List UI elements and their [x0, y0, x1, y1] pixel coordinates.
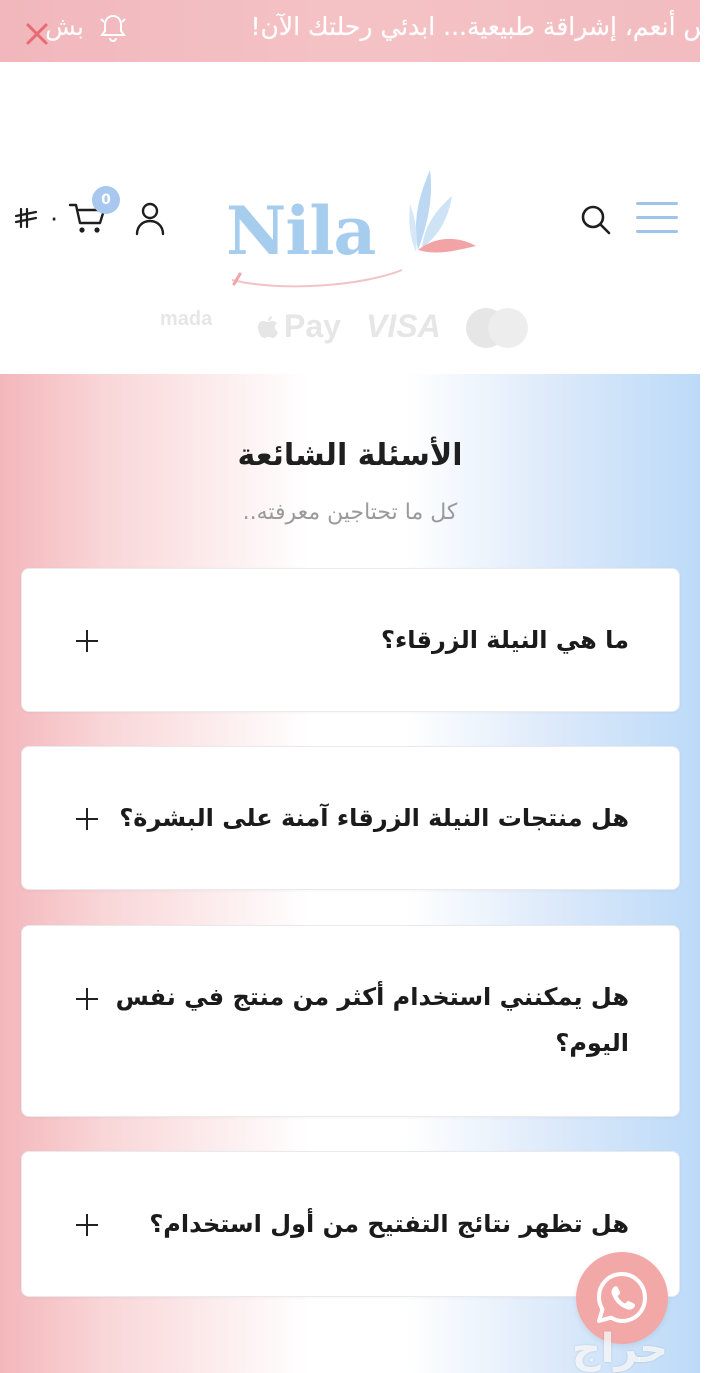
faq-subtitle: كل ما تحتاجين معرفته..: [242, 500, 458, 525]
faq-question: ما هي النيلة الزرقاء؟: [381, 626, 629, 654]
search-icon[interactable]: [578, 202, 612, 236]
faq-question: هل تظهر نتائج التفتيح من أول استخدام؟: [149, 1210, 629, 1238]
close-icon[interactable]: [24, 21, 50, 47]
watermark-text: حراج: [571, 1326, 669, 1372]
brand-logo[interactable]: [222, 166, 486, 296]
bell-icon: [96, 11, 130, 45]
menu-button[interactable]: [636, 200, 678, 236]
apple-icon: [258, 314, 278, 338]
faq-item[interactable]: [21, 925, 680, 1117]
plus-icon[interactable]: [76, 988, 98, 1010]
faq-question: هل يمكنني استخدام أكثر من منتج في نفس اليوم؟: [115, 983, 629, 1057]
cart-total[interactable]: [14, 204, 61, 232]
plus-icon[interactable]: [76, 808, 98, 830]
faq-question: هل منتجات النيلة الزرقاء آمنة على البشرة؟: [119, 804, 629, 832]
announcement-tail: بش: [45, 12, 84, 41]
account-icon[interactable]: [133, 200, 167, 236]
payment-visa: VISA: [366, 308, 441, 344]
logo-text: Nila: [226, 192, 376, 270]
faq-item[interactable]: [21, 568, 680, 712]
riyal-icon: [14, 207, 40, 231]
faq-title: الأسئلة الشائعة: [237, 438, 463, 473]
cart-total-value: ٠: [47, 204, 61, 232]
announcement-bar: [0, 0, 714, 62]
faq-item[interactable]: [21, 746, 680, 890]
announcement-text: س أنعم، إشراقة طبيعية... ابدئي رحلتك الآن!: [250, 12, 714, 41]
whatsapp-icon: [594, 1270, 650, 1326]
payment-methods: [160, 300, 540, 356]
plus-icon[interactable]: [76, 1214, 98, 1236]
payment-mada: mada: [160, 308, 213, 330]
cart-count-badge: 0: [92, 186, 120, 214]
mastercard-icon: [460, 306, 534, 350]
payment-applepay: Pay: [284, 308, 341, 344]
faq-section: [0, 374, 700, 1373]
plus-icon[interactable]: [76, 630, 98, 652]
site-header: [0, 62, 700, 374]
